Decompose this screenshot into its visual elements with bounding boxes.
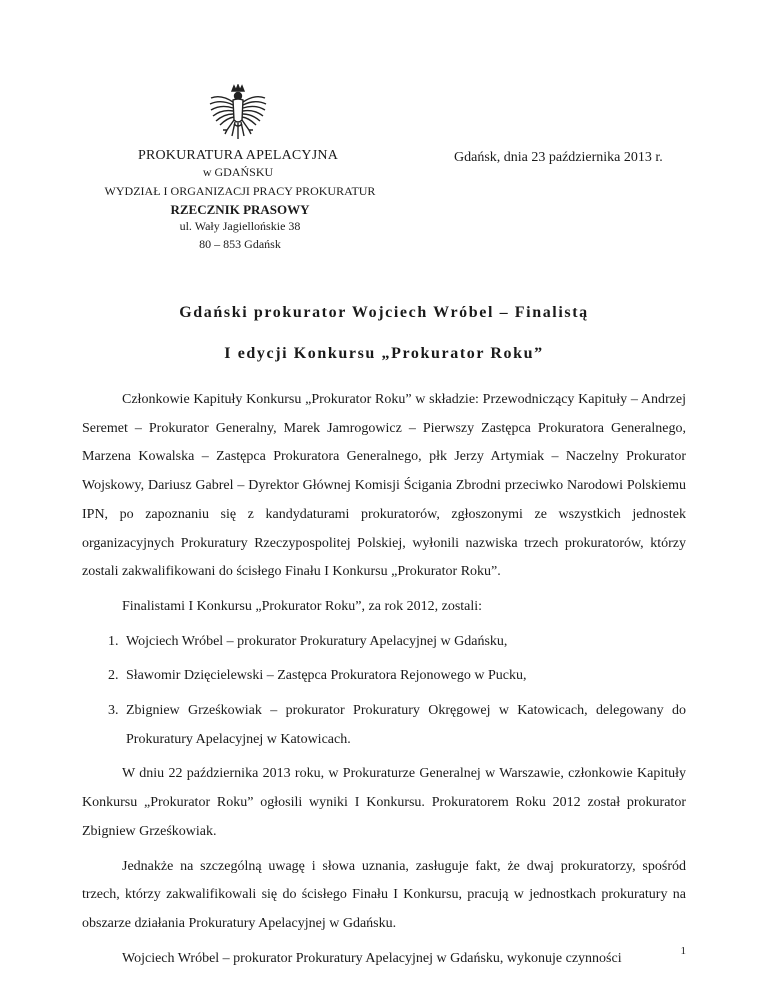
org-name: PROKURATURA APELACYJNA bbox=[137, 148, 339, 163]
paragraph-recognition: Jednakże na szczególną uwagę i słowa uznania, zasługuje fakt, że dwaj prokuratorzy, spośród trzech, którzy zakwalifikowali się do ścisłego Finału I Konkursu, pracują w jednostkach prokuratury na obszarze działania Prokuratury Apelacyjnej w Gdańsku. bbox=[82, 858, 686, 931]
finalists-list bbox=[82, 628, 686, 755]
press-officer-role: RZECZNIK PRASOWY bbox=[170, 201, 310, 217]
department-block bbox=[96, 183, 384, 253]
headline-line-2: I edycji Konkursu „Prokurator Roku” bbox=[224, 345, 544, 362]
paragraph-committee: Członkowie Kapituły Konkursu „Prokurator Roku” w składzie: Przewodniczący Kapituły – Andrzej Seremet – Prokurator Generalny, Marek Jamrogowicz – Pierwszy Zastępca Prokuratora Generalnego, Marzena Kowalska – Zastępca Prokuratora Generalnego, płk Jerzy Artymiak – Naczelny Prokurator Wojskowy, Dariusz Gabrel – Dyrektor Głównej Komisji Ścigania Zbrodni przeciwko Narodowi Polskiemu IPN, po zapoznaniu się z kandydaturami prokuratorów, zgłoszonymi ze wszystkich jednostek organizacyjnych Prokuratury Rzeczypospolitej Polskiej, wyłonili nazwiska trzech prokuratorów, którzy zostali zakwalifikowani do ścisłego Finału I Konkursu „Prokurator Roku”. bbox=[82, 392, 686, 580]
page-number: 1 bbox=[680, 945, 686, 957]
headline-line-1: Gdański prokurator Wojciech Wróbel – Finalistą bbox=[179, 304, 589, 321]
polish-eagle-emblem-icon bbox=[207, 84, 269, 144]
organization-block bbox=[118, 148, 358, 180]
street-address: ul. Wały Jagiellońskie 38 bbox=[179, 219, 301, 233]
paragraph-finalists-intro: Finalistami I Konkursu „Prokurator Roku”, za rok 2012, zostali: bbox=[122, 598, 483, 614]
list-item: 3. Zbigniew Grześkowiak – prokurator Prokuratury Okręgowej w Katowicach, delegowany do Prokuratury Apelacyjnej w Katowicach. bbox=[122, 697, 686, 754]
document-body bbox=[82, 386, 686, 973]
department-name: WYDZIAŁ I ORGANIZACJI PRACY PROKURATUR bbox=[104, 184, 376, 198]
document-date: Gdańsk, dnia 23 października 2013 r. bbox=[454, 150, 663, 165]
list-item: 1. Wojciech Wróbel – prokurator Prokuratury Apelacyjnej w Gdańsku, bbox=[122, 628, 686, 657]
paragraph-wrobel: Wojciech Wróbel – prokurator Prokuratury Apelacyjnej w Gdańsku, wykonuje czynności bbox=[122, 950, 622, 966]
org-city: w GDAŃSKU bbox=[202, 165, 274, 179]
list-item: 2. Sławomir Dzięcielewski – Zastępca Prokuratora Rejonowego w Pucku, bbox=[122, 662, 686, 691]
paragraph-results: W dniu 22 października 2013 roku, w Prokuraturze Generalnej w Warszawie, członkowie Kapituły Konkursu „Prokurator Roku” ogłosili wyniki I Konkursu. Prokuratorem Roku 2012 został prokurator Zbigniew Grześkowiak. bbox=[82, 766, 686, 839]
postal-code: 80 – 853 Gdańsk bbox=[199, 236, 281, 251]
